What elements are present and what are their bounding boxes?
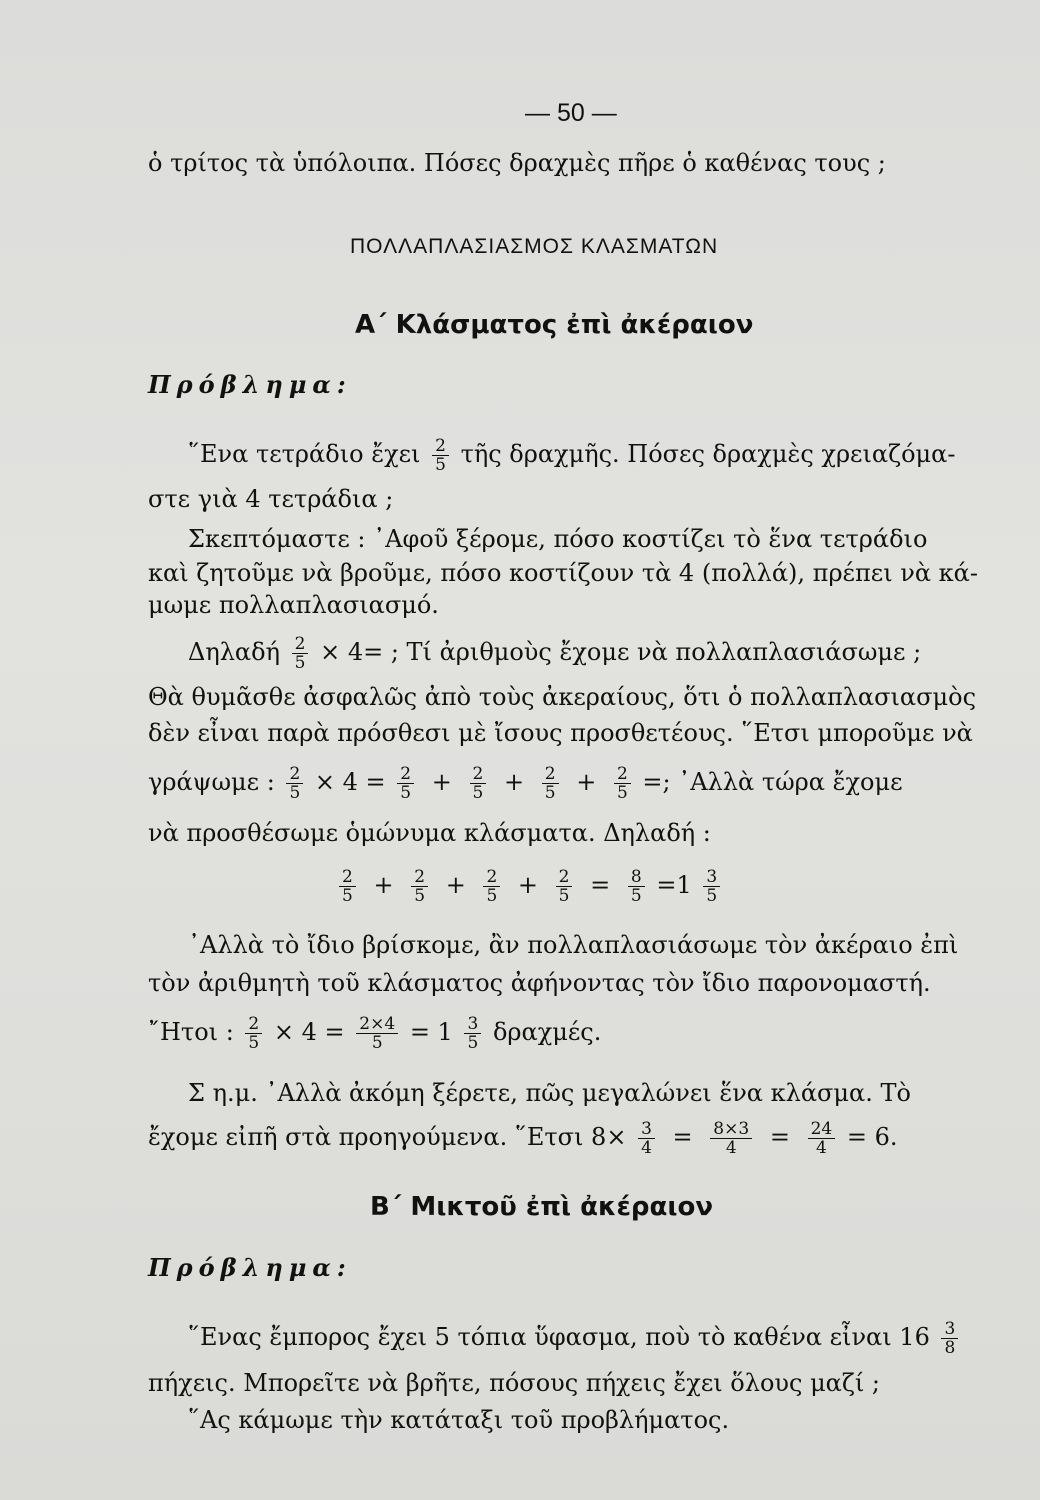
fraction: $\frac{2}{5}$: [614, 765, 631, 802]
fraction: $\frac{2}{5}$: [245, 1015, 262, 1052]
fraction: $\frac{8}{5}$: [628, 868, 645, 905]
page-number: — 50 —: [525, 99, 617, 127]
equation-line: ἔχομε εἰπῆ στὰ προηγούμενα. ῞Ετσι 8× $\frac{3}{4}$ = $\frac{8\times 3}{4}$ = $\frac{24}{4}$ = 6.: [148, 1119, 898, 1158]
fraction: $\frac{8\times 3}{4}$: [710, 1120, 752, 1157]
text-line: Δηλαδή $\frac{2}{5}$ × 4= ; Τί ἀριθμοὺς ἔχομε νὰ πολλαπλασιάσωμε ;: [188, 634, 922, 673]
fraction: $\frac{2}{5}$: [542, 765, 559, 802]
fraction: $\frac{3}{5}$: [464, 1015, 481, 1052]
section-heading-b: Β΄ Μικτοῦ ἐπὶ ἀκέραιον: [370, 1192, 714, 1222]
text-line: τὸν ἀριθμητὴ τοῦ κλάσματος ἀφήνοντας τὸν ἴδιο παρονομαστή.: [148, 969, 931, 997]
fraction: $\frac{24}{4}$: [808, 1120, 836, 1157]
equation-line: $\frac{2}{5}$ + $\frac{2}{5}$ + $\frac{2}{5}$ + $\frac{2}{5}$ = $\frac{8}{5}$ =1 $\frac{3}{5}$: [335, 868, 724, 905]
equation-line: γράψωμε : $\frac{2}{5}$ × 4 = $\frac{2}{5}$ + $\frac{2}{5}$ + $\frac{2}{5}$ + $\frac{2}{5}$ =; ᾿Αλλὰ τώρα ἔχομε: [148, 764, 903, 803]
fraction: $\frac{2}{5}$: [292, 635, 309, 672]
fraction: $\frac{2}{5}$: [286, 765, 303, 802]
text-line: δὲν εἶναι παρὰ πρόσθεσι μὲ ἴσους προσθετέους. ῞Ετσι μποροῦμε νὰ: [148, 719, 973, 747]
problem-label: Πρόβλημα:: [148, 1253, 352, 1282]
text-line: πήχεις. Μπορεῖτε νὰ βρῆτε, πόσους πήχεις ἔχει ὅλους μαζί ;: [148, 1369, 881, 1397]
fraction: $\frac{2}{5}$: [432, 437, 449, 474]
fraction: $\frac{2}{5}$: [411, 868, 428, 905]
fraction: $\frac{2}{5}$: [556, 868, 573, 905]
chapter-heading: ΠΟΛΛΑΠΛΑΣΙΑΣΜΟΣ ΚΛΑΣΜΑΤΩΝ: [350, 235, 719, 258]
text-line: Θὰ θυμᾶσθε ἀσφαλῶς ἀπὸ τοὺς ἀκεραίους, ὅτι ὁ πολλαπλασιασμὸς: [148, 683, 977, 711]
text-line: ὁ τρίτος τὰ ὑπόλοιπα. Πόσες δραχμὲς πῆρε ὁ καθένας τους ;: [148, 149, 886, 177]
fraction: $\frac{2}{5}$: [483, 868, 500, 905]
fraction: $\frac{2\times 4}{5}$: [356, 1015, 398, 1052]
text-line: ᾿Αλλὰ τὸ ἴδιο βρίσκομε, ἂν πολλαπλασιάσωμε τὸν ἀκέραιο ἐπὶ: [188, 931, 959, 959]
text-line: Σ η.μ. ᾿Αλλὰ ἀκόμη ξέρετε, πῶς μεγαλώνει ἕνα κλάσμα. Τὸ: [188, 1079, 911, 1107]
text-line: ῞Ενα τετράδιο ἔχει $\frac{2}{5}$ τῆς δραχμῆς. Πόσες δραχμὲς χρειαζόμα-: [188, 436, 956, 475]
equation-line: ῞Ενας ἔμπορος ἔχει 5 τόπια ὕφασμα, ποὺ τὸ καθένα εἶναι 16 $\frac{3}{8}$: [188, 1320, 962, 1357]
text-line: στε γιὰ 4 τετράδια ;: [148, 485, 394, 513]
fraction: $\frac{2}{5}$: [339, 868, 356, 905]
equation-line: ῎Ητοι : $\frac{2}{5}$ × 4 = $\frac{2\times 4}{5}$ = 1 $\frac{3}{5}$ δραχμές.: [148, 1014, 602, 1053]
fraction: $\frac{2}{5}$: [397, 765, 414, 802]
text-line: μωμε πολλαπλασιασμό.: [148, 591, 439, 619]
fraction: $\frac{3}{4}$: [638, 1120, 655, 1157]
text-line: καὶ ζητοῦμε νὰ βροῦμε, πόσο κοστίζουν τὰ 4 (πολλά), πρέπει νὰ κά-: [148, 559, 978, 587]
text-line: Σκεπτόμαστε : ᾿Αφοῦ ξέρομε, πόσο κοστίζει τὸ ἕνα τετράδιο: [188, 525, 928, 553]
fraction: $\frac{3}{5}$: [703, 868, 720, 905]
text-line: νὰ προσθέσωμε ὁμώνυμα κλάσματα. Δηλαδή :: [148, 819, 711, 847]
fraction: $\frac{3}{8}$: [941, 1320, 958, 1357]
problem-label: Πρόβλημα:: [148, 370, 352, 399]
section-heading-a: Α΄ Κλάσματος ἐπὶ ἀκέραιον: [355, 310, 754, 340]
text-line: ῞Ας κάμωμε τὴν κατάταξι τοῦ προβλήματος.: [188, 1406, 730, 1434]
fraction: $\frac{2}{5}$: [470, 765, 487, 802]
